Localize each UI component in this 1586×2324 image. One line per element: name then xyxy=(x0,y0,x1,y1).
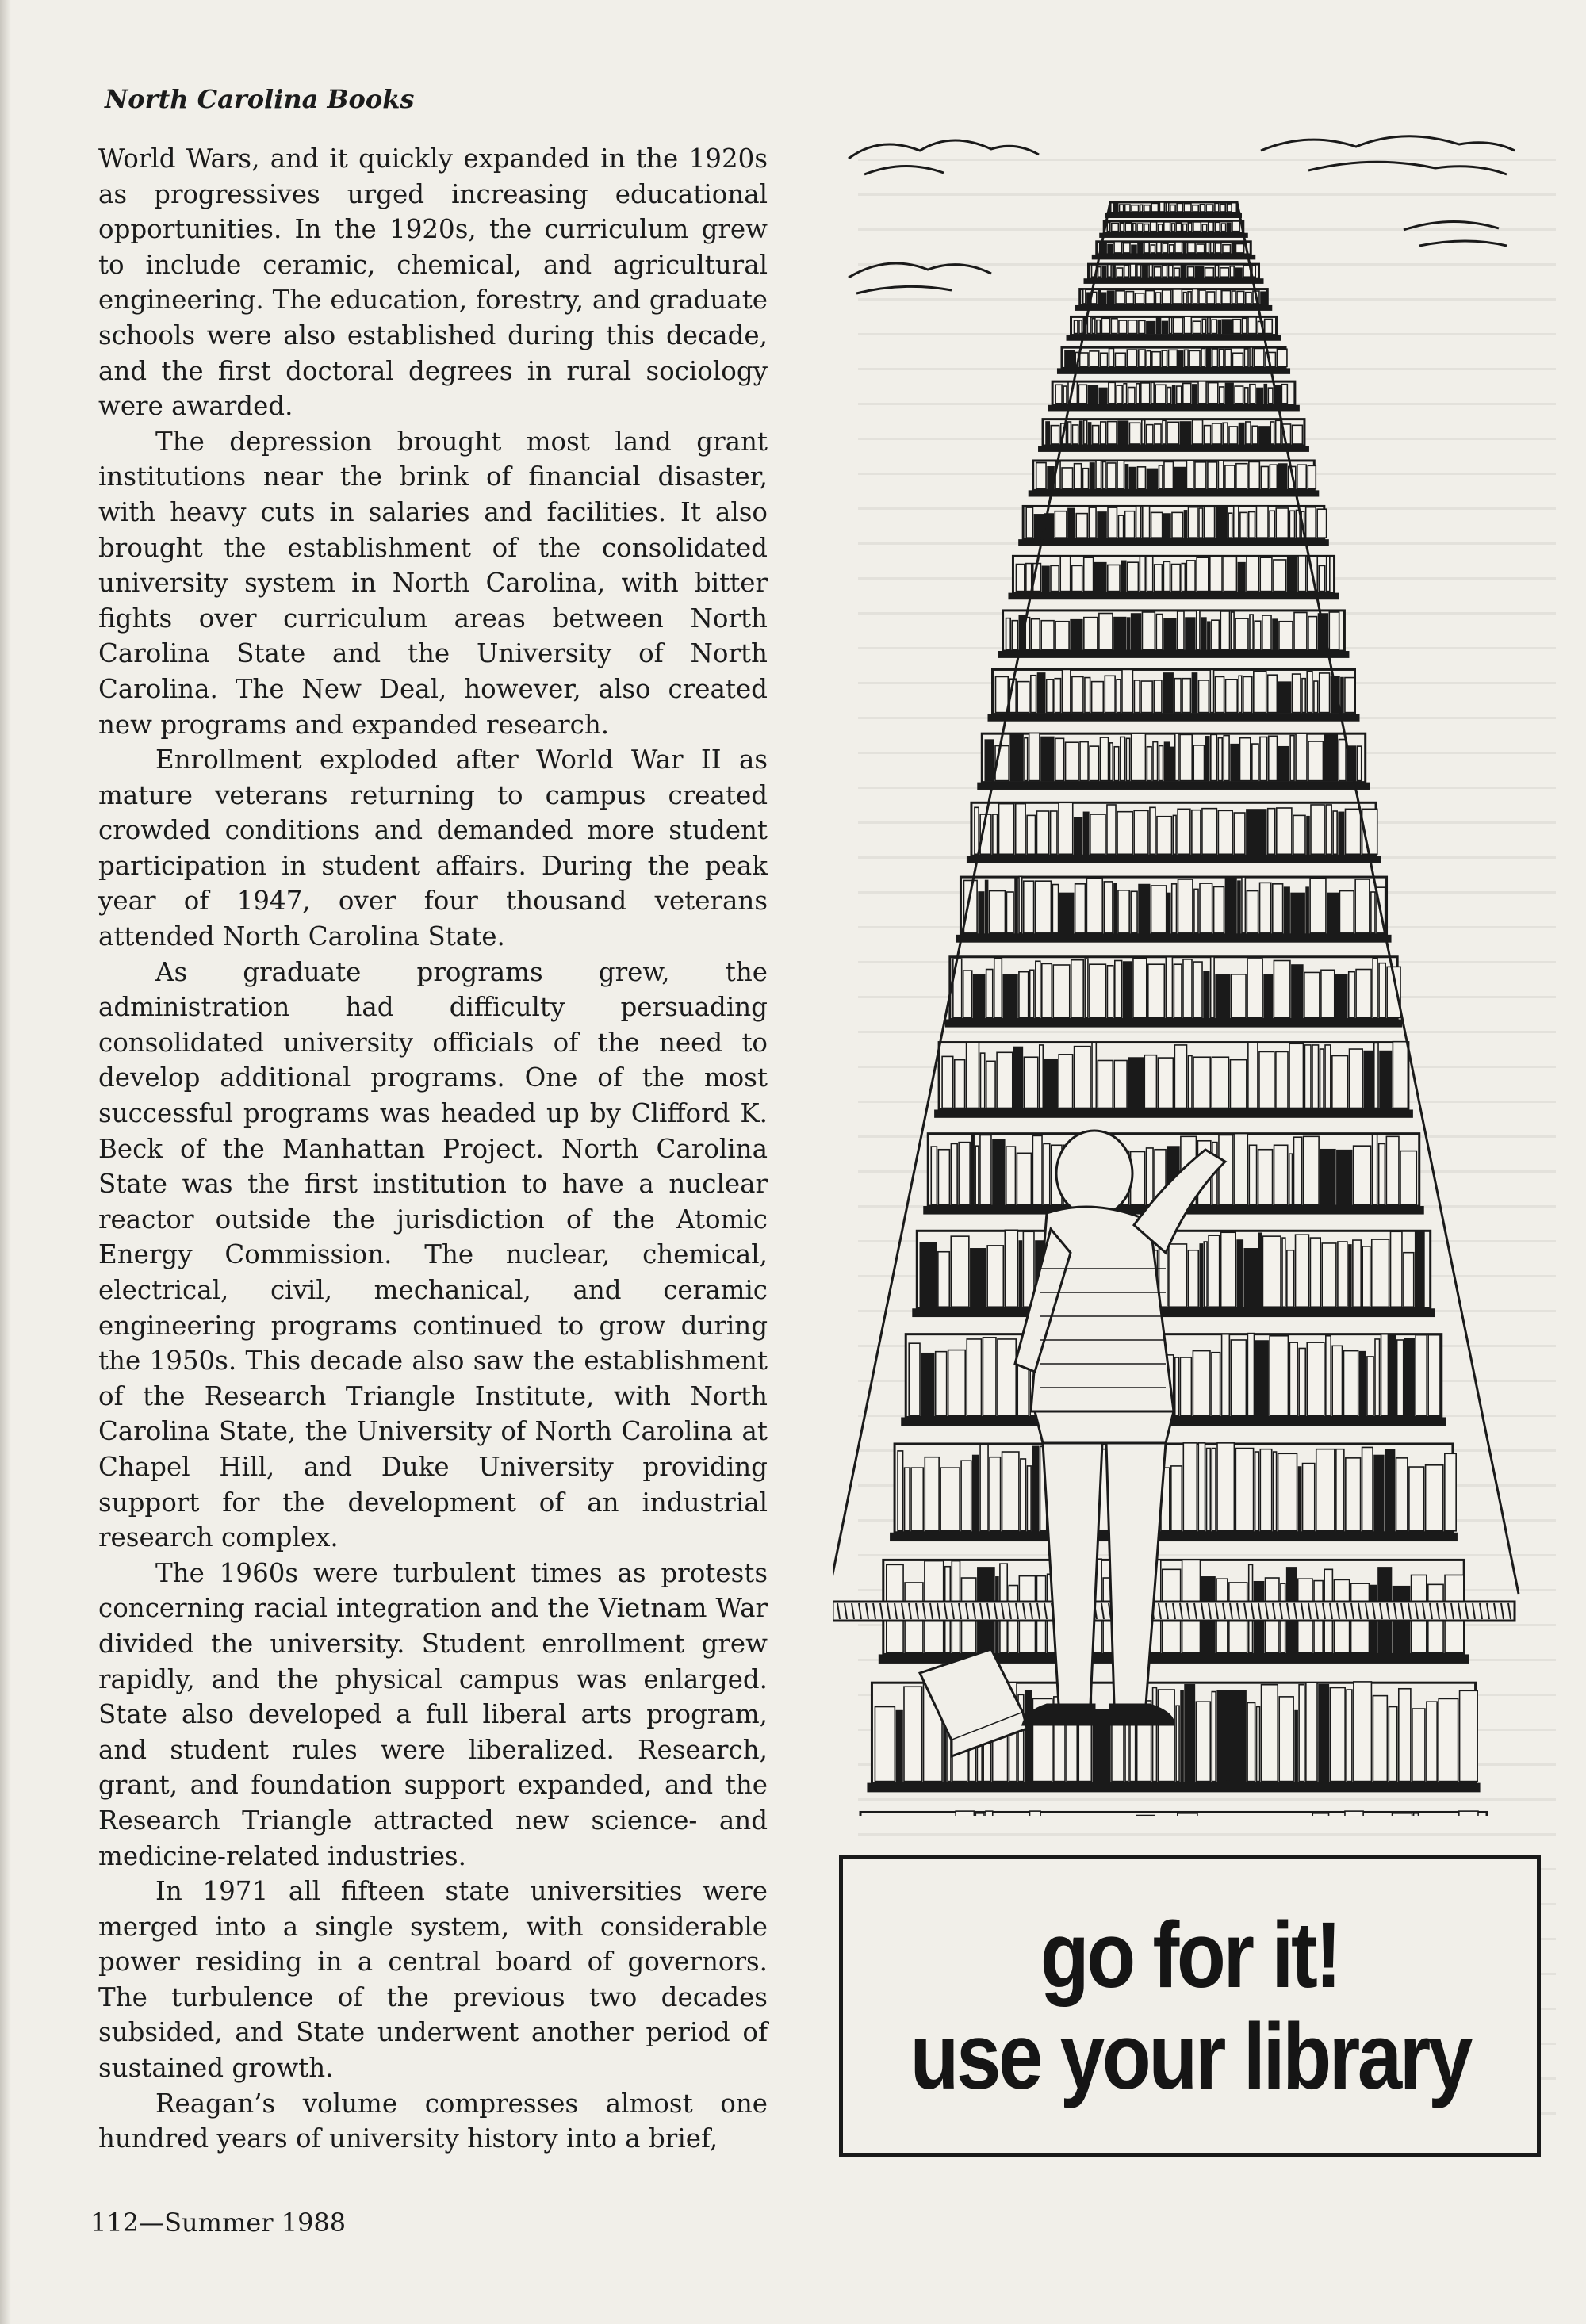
paragraph: As graduate programs grew, the administration had difficulty persuading consolidated university officials of the need to develop additional programs. One of the most successful programs was headed up by Clifford K. Beck of the Manhattan Project. North Carolina State was the first institution to have a nuclear reactor outside the jurisdiction of the Atomic Energy Commission. The nuclear, chemical, electrical, civil, mechanical, and ceramic engineering programs continued to grow during the 1950s. This decade also saw the establishment of the Research Triangle Institute, with North Carolina State, the University of North Carolina at Chapel Hill, and Duke University providing support for the development of an industrial research complex. xyxy=(98,956,768,1553)
article-column xyxy=(98,141,768,2157)
running-head: North Carolina Books xyxy=(105,84,415,114)
library-tower-illustration xyxy=(833,127,1523,1816)
page-edge xyxy=(0,0,11,2324)
slogan-line-2: use your library xyxy=(910,2004,1470,2109)
paragraph: Reagan’s volume compresses almost one hundred years of university history into a brief, xyxy=(98,2088,768,2154)
paragraph: In 1971 all fifteen state universities were merged into a single system, with considerable power residing in a central board of governors. The turbulence of the previous two decades subsided, and State underwent another period of sustained growth. xyxy=(98,1876,768,2084)
paragraph: The depression brought most land grant institutions near the brink of financial disaster, with heavy cuts in salaries and facilities. It also brought the establishment of the consolidated university system in North Carolina, with bitter fights over curriculum areas between North Carolina State and the University of North Carolina. The New Deal, however, also created new programs and expanded research. xyxy=(98,426,768,740)
page-folio: 112—Summer 1988 xyxy=(90,2207,347,2238)
slogan-line-1: go for it! xyxy=(1040,1903,1340,2008)
paragraph: The 1960s were turbulent times as protests concerning racial integration and the Vietnam War divided the university. Student enrollment grew rapidly, and the physical campus was enlarged. State also developed a full liberal arts program, and student rules were liberalized. Research, grant, and foundation support expanded, and the Research Triangle attracted new science- and medicine-related industries. xyxy=(98,1557,768,1871)
paragraph: Enrollment exploded after World War II as mature veterans returning to campus created crowded conditions and demanded more student participation in student affairs. During the peak year of 1947, over four thousand veterans attended North Carolina State. xyxy=(98,745,768,952)
paragraph: World Wars, and it quickly expanded in the 1920s as progressives urged increasing educational opportunities. In the 1920s, the curriculum grew to include ceramic, chemical, and agricultural engineering. The education, forestry, and graduate schools were also established during this decade, and the first doctoral degrees in rural sociology were awarded. xyxy=(98,144,768,422)
bookshelf-tower-drawing xyxy=(833,202,1519,1816)
slogan-box xyxy=(839,1855,1541,2157)
